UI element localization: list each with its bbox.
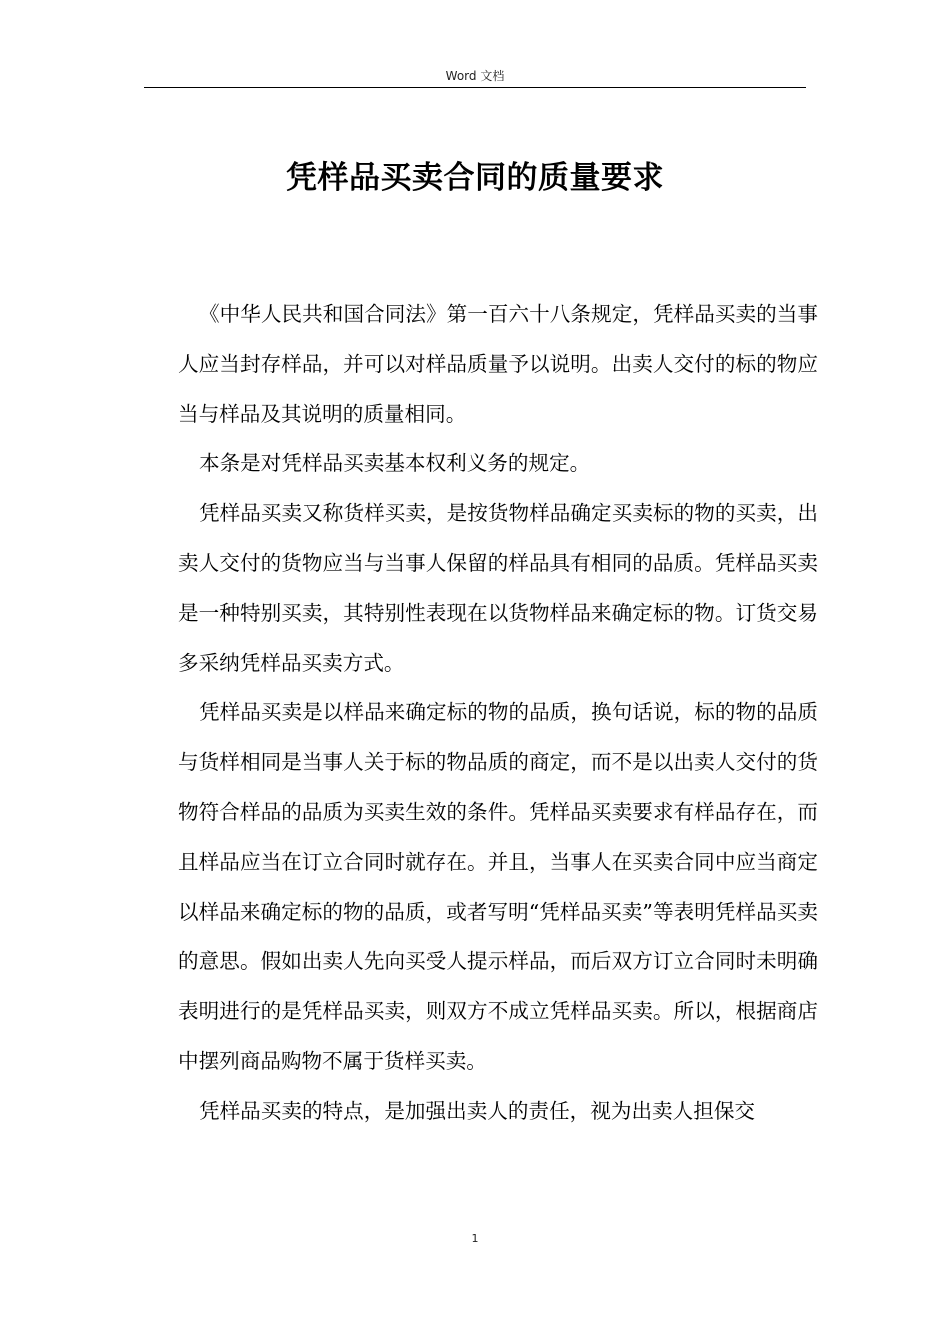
header-rule [144,87,806,88]
page-number: 1 [471,1232,479,1245]
document-title: 凭样品买卖合同的质量要求 [286,160,664,196]
paragraph-3: 凭样品买卖又称货样买卖，是按货物样品确定买卖标的物的买卖，出卖人交付的货物应当与当事人保留的样品具有相同的品质。凭样品买卖是一种特别买卖，其特别性表现在以货物样品来确定标的物。订货交易多采纳凭样品买卖方式。 [178,501,818,675]
paragraph-4: 凭样品买卖是以样品来确定标的物的品质，换句话说，标的物的品质与货样相同是当事人关于标的物品质的商定，而不是以出卖人交付的货物符合样品的品质为买卖生效的条件。凭样品买卖要求有样品存在，而且样品应当在订立合同时就存在。并且，当事人在买卖合同中应当商定以样品来确定标的物的品质，或者写明“凭样品买卖”等表明凭样品买卖的意思。假如出卖人先向买受人提示样品，而后双方订立合同时未明确表明进行的是凭样品买卖，则双方不成立凭样品买卖。所以，根据商店中摆列商品购物不属于货样买卖。 [178,700,818,1073]
paragraph-5: 凭样品买卖的特点，是加强出卖人的责任，视为出卖人担保交 [199,1098,756,1123]
paragraph-2: 本条是对凭样品买卖基本权利义务的规定。 [199,451,591,476]
document-body [178,290,818,1137]
page-header: Word 文档 [445,69,505,83]
paragraph-1: 《中华人民共和国合同法》第一百六十八条规定，凭样品买卖的当事人应当封存样品，并可以对样品质量予以说明。出卖人交付的标的物应当与样品及其说明的质量相同。 [178,302,818,426]
